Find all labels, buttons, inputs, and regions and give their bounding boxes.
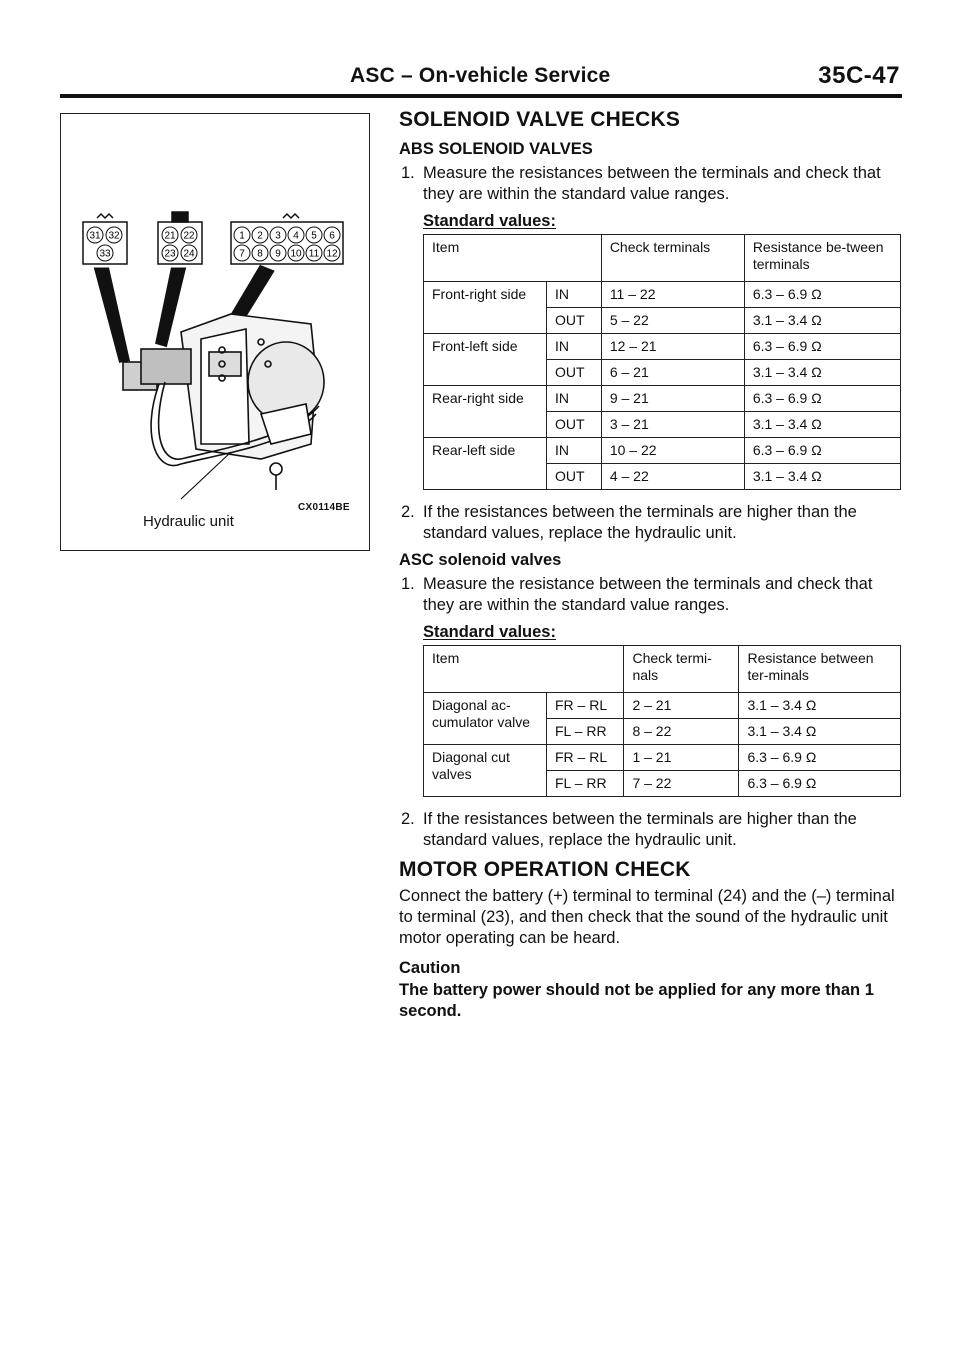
connector-right-pin-label: 11 [308,248,320,260]
table-cell: Front-right side [424,282,547,334]
table-header-cell: Resistance be-tween terminals [744,235,900,282]
connector-middle-pin-label: 21 [164,230,176,242]
table-cell: 11 – 22 [601,282,744,308]
table-cell: IN [547,438,602,464]
table-cell: FR – RL [547,693,624,719]
motor-check-text: Connect the battery (+) terminal to terminal (24) and the (–) terminal to terminal (23), and then check that the sound of the hydraulic unit motor operating can be heard. [399,887,895,947]
connector-right-pin-label: 4 [293,230,299,242]
connector-right-pin-label: 2 [257,230,263,242]
caution-text: The battery power should not be applied for any more than 1 second. [399,981,874,1020]
connector-right-pin-label: 5 [311,230,317,242]
table-cell: 3.1 – 3.4 Ω [744,464,900,490]
table-cell: 2 – 21 [624,693,739,719]
table-cell: 6.3 – 6.9 Ω [739,771,901,797]
table-cell: 3.1 – 3.4 Ω [744,360,900,386]
connector-right-pin-label: 1 [239,230,245,242]
table-cell: 5 – 22 [601,308,744,334]
table-header-cell: Item [424,235,602,282]
asc-step-2 [399,809,904,851]
connector-right-pin-label: 3 [275,230,281,242]
step-text: If the resistances between the terminals are higher than the standard values, replace the hydraulic unit. [423,503,857,542]
table-cell: Rear-left side [424,438,547,490]
table-cell: Diagonal cut valves [424,745,547,797]
asc-step-1 [399,574,904,616]
figure-caption: Hydraulic unit [143,513,234,530]
abs-step-2 [399,502,904,544]
table-row [424,693,901,719]
table-header-cell: Item [424,646,624,693]
asc-standard-label: Standard values: [423,623,556,641]
abs-standard-label: Standard values: [423,212,556,230]
connector-right-pin-label: 10 [290,248,302,260]
table-row [424,334,901,360]
step-text: If the resistances between the terminals are higher than the standard values, replace the hydraulic unit. [423,810,857,849]
table-cell: FL – RR [547,719,624,745]
connector-right-pin-label: 8 [257,248,263,260]
table-cell: 3.1 – 3.4 Ω [739,693,901,719]
connector-right-pin-label: 6 [329,230,335,242]
table-cell: 3.1 – 3.4 Ω [744,308,900,334]
main-column [399,108,904,1022]
table-cell: 3.1 – 3.4 Ω [744,412,900,438]
table-cell: 9 – 21 [601,386,744,412]
table-row [424,438,901,464]
step-text: Measure the resistances between the terminals and check that they are within the standard value ranges. [423,164,881,203]
table-cell: 6.3 – 6.9 Ω [744,438,900,464]
header-title: ASC – On-vehicle Service [350,64,611,87]
table-header-row [424,646,901,693]
table-cell: OUT [547,360,602,386]
table-cell: OUT [547,308,602,334]
abs-step-1 [399,163,904,205]
connector-left-pin-label: 33 [99,248,111,260]
connector-middle-pin-label: 24 [183,248,195,260]
table-cell: 6.3 – 6.9 Ω [744,282,900,308]
page-header [60,62,900,92]
table-header-cell: Resistance between ter-minals [739,646,901,693]
table-cell: 6 – 21 [601,360,744,386]
table-cell: 6.3 – 6.9 Ω [744,334,900,360]
table-cell: Front-left side [424,334,547,386]
step-number: 1. [401,164,415,182]
table-cell: FR – RL [547,745,624,771]
table-cell: IN [547,334,602,360]
section-title: SOLENOID VALVE CHECKS [399,108,681,131]
connector-middle-pin-label: 23 [164,248,176,260]
table-cell: 7 – 22 [624,771,739,797]
table-cell: 4 – 22 [601,464,744,490]
table-cell: IN [547,386,602,412]
step-text: Measure the resistance between the terminals and check that they are within the standard value ranges. [423,575,873,614]
table-cell: OUT [547,464,602,490]
table-header-cell: Check terminals [601,235,744,282]
table-cell: 3 – 21 [601,412,744,438]
table-cell: 3.1 – 3.4 Ω [739,719,901,745]
figure-code: CX0114BE [298,502,350,513]
connector-left-pin-label: 31 [89,230,101,242]
table-cell: IN [547,282,602,308]
table-cell: 10 – 22 [601,438,744,464]
table-cell: Rear-right side [424,386,547,438]
connector-right-pin-label: 7 [239,248,245,260]
asc-values-table [423,645,901,797]
header-rule [60,94,902,98]
table-header-cell: Check termi-nals [624,646,739,693]
table-cell: Diagonal ac-cumulator valve [424,693,547,745]
hydraulic-unit-illustration [61,114,371,552]
caution-title: Caution [399,959,461,977]
connector-right-pin-label: 9 [275,248,281,260]
table-row [424,386,901,412]
table-cell: FL – RR [547,771,624,797]
table-row [424,745,901,771]
step-number: 1. [401,575,415,593]
table-cell: 6.3 – 6.9 Ω [744,386,900,412]
abs-heading: ABS SOLENOID VALVES [399,140,593,158]
step-number: 2. [401,503,415,521]
page-number: 35C-47 [818,62,900,89]
connector-left-pin-label: 32 [108,230,120,242]
table-cell: 8 – 22 [624,719,739,745]
table-row [424,282,901,308]
connector-middle-pin-label: 22 [183,230,195,242]
table-cell: OUT [547,412,602,438]
hydraulic-unit-figure [60,113,370,551]
step-number: 2. [401,810,415,828]
connector-right-pin-label: 12 [326,248,338,260]
motor-check-title: MOTOR OPERATION CHECK [399,858,691,881]
table-header-row [424,235,901,282]
abs-values-table [423,234,901,490]
table-cell: 6.3 – 6.9 Ω [739,745,901,771]
table-cell: 1 – 21 [624,745,739,771]
asc-heading: ASC solenoid valves [399,551,562,569]
table-cell: 12 – 21 [601,334,744,360]
